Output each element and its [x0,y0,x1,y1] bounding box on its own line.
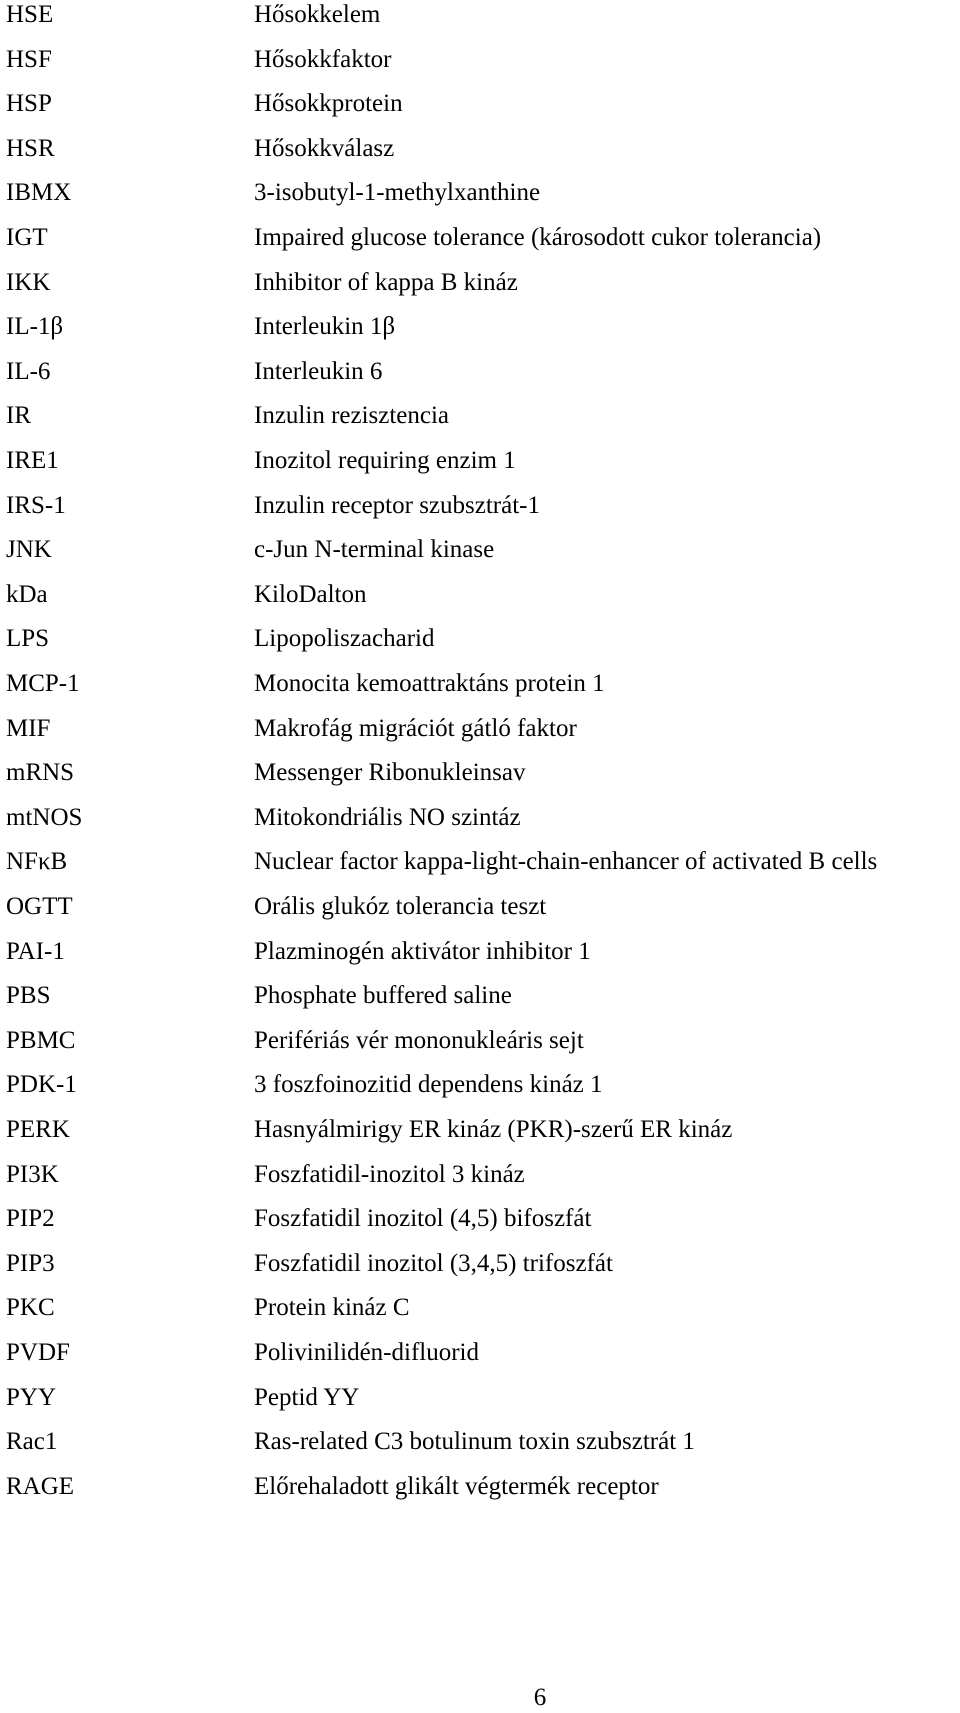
abbreviation-row [0,1338,960,1382]
abbreviation-term: JNK [6,536,52,563]
abbreviation-term: IL-1β [6,313,64,340]
abbreviation-definition: Messenger Ribonukleinsav [254,759,526,786]
abbreviation-row [0,847,960,891]
abbreviation-term: PYY [6,1384,57,1411]
abbreviation-definition: Perifériás vér mononukleáris sejt [254,1027,584,1054]
abbreviation-term: IR [6,402,31,429]
abbreviation-row [0,0,960,44]
abbreviation-term: IGT [6,224,48,251]
abbreviation-term: PERK [6,1116,70,1143]
abbreviation-definition: Előrehaladott glikált végtermék receptor [254,1473,659,1500]
abbreviation-row [0,1070,960,1114]
abbreviation-row [0,1115,960,1159]
abbreviation-row [0,1026,960,1070]
abbreviation-row [0,1204,960,1248]
abbreviation-term: IRE1 [6,447,59,474]
abbreviation-row [0,535,960,579]
abbreviation-definition: 3-isobutyl-1-methylxanthine [254,179,541,206]
abbreviation-definition: Hasnyálmirigy ER kináz (PKR)-szerű ER kináz [254,1116,733,1143]
abbreviation-term: IL-6 [6,358,51,385]
abbreviation-row [0,1249,960,1293]
abbreviation-row [0,223,960,267]
abbreviation-definition: Inozitol requiring enzim 1 [254,447,516,474]
abbreviation-row [0,937,960,981]
abbreviation-term: HSP [6,90,52,117]
abbreviation-definition: Inhibitor of kappa B kináz [254,269,518,296]
abbreviation-row [0,981,960,1025]
abbreviation-definition: Inzulin receptor szubsztrát-1 [254,492,540,519]
abbreviation-row [0,803,960,847]
abbreviation-row [0,1160,960,1204]
abbreviation-row [0,758,960,802]
abbreviation-definition: Nuclear factor kappa-light-chain-enhancer of activated B cells [254,848,878,875]
abbreviation-row [0,1472,960,1516]
abbreviation-definition: Interleukin 6 [254,358,383,385]
abbreviation-term: LPS [6,625,50,652]
abbreviation-term: NFκB [6,848,68,875]
abbreviation-term: IKK [6,269,51,296]
abbreviation-term: PVDF [6,1339,70,1366]
abbreviation-row [0,1293,960,1337]
abbreviation-row [0,268,960,312]
abbreviation-definition: Makrofág migrációt gátló faktor [254,715,577,742]
abbreviation-row [0,45,960,89]
abbreviation-definition: Interleukin 1β [254,313,396,340]
abbreviation-definition: Hősokkelem [254,1,381,28]
abbreviation-term: kDa [6,581,48,608]
abbreviation-term: mRNS [6,759,75,786]
abbreviation-term: OGTT [6,893,73,920]
abbreviation-row [0,624,960,668]
abbreviation-definition: Hősokkprotein [254,90,403,117]
abbreviation-term: HSE [6,1,54,28]
abbreviation-definition: Phosphate buffered saline [254,982,512,1009]
abbreviation-row [0,580,960,624]
abbreviation-term: HSR [6,135,55,162]
abbreviation-definition: Foszfatidil-inozitol 3 kináz [254,1161,525,1188]
abbreviation-row [0,401,960,445]
abbreviation-row [0,669,960,713]
abbreviation-definition: Mitokondriális NO szintáz [254,804,521,831]
abbreviation-row [0,312,960,356]
abbreviation-term: mtNOS [6,804,83,831]
abbreviation-term: PKC [6,1294,55,1321]
abbreviation-definition: Peptid YY [254,1384,360,1411]
abbreviation-row [0,446,960,490]
abbreviation-term: IRS-1 [6,492,66,519]
abbreviation-row [0,1427,960,1471]
abbreviation-definition: Hősokkválasz [254,135,395,162]
page-number: 6 [533,1684,547,1711]
abbreviation-term: PBMC [6,1027,76,1054]
abbreviation-definition: c-Jun N-terminal kinase [254,536,495,563]
abbreviation-definition: Impaired glucose tolerance (károsodott cukor tolerancia) [254,224,822,251]
abbreviation-definition: Foszfatidil inozitol (4,5) bifoszfát [254,1205,592,1232]
abbreviation-term: MCP-1 [6,670,80,697]
abbreviation-definition: Inzulin rezisztencia [254,402,450,429]
abbreviation-definition: Ras-related C3 botulinum toxin szubsztrát 1 [254,1428,695,1455]
abbreviation-term: PI3K [6,1161,59,1188]
abbreviation-definition: Plazminogén aktivátor inhibitor 1 [254,938,591,965]
abbreviation-row [0,178,960,222]
abbreviation-row [0,1383,960,1427]
abbreviation-row [0,357,960,401]
abbreviation-definition: Foszfatidil inozitol (3,4,5) trifoszfát [254,1250,613,1277]
abbreviation-definition: Orális glukóz tolerancia teszt [254,893,547,920]
abbreviation-term: PAI-1 [6,938,65,965]
abbreviation-definition: Polivinilidén-difluorid [254,1339,479,1366]
abbreviation-row [0,134,960,178]
abbreviation-term: PBS [6,982,51,1009]
abbreviation-term: Rac1 [6,1428,58,1455]
abbreviation-definition: Protein kináz C [254,1294,410,1321]
abbreviation-term: HSF [6,46,52,73]
abbreviation-definition: KiloDalton [254,581,367,608]
abbreviation-row [0,89,960,133]
abbreviation-row [0,714,960,758]
abbreviation-definition: Hősokkfaktor [254,46,392,73]
abbreviation-term: MIF [6,715,51,742]
abbreviation-term: PIP3 [6,1250,55,1277]
abbreviation-row [0,892,960,936]
abbreviation-term: IBMX [6,179,72,206]
abbreviation-definition: 3 foszfoinozitid dependens kináz 1 [254,1071,603,1098]
abbreviation-term: PDK-1 [6,1071,77,1098]
abbreviation-definition: Lipopoliszacharid [254,625,435,652]
abbreviation-term: RAGE [6,1473,75,1500]
abbreviation-definition: Monocita kemoattraktáns protein 1 [254,670,605,697]
abbreviation-row [0,491,960,535]
abbreviation-term: PIP2 [6,1205,55,1232]
